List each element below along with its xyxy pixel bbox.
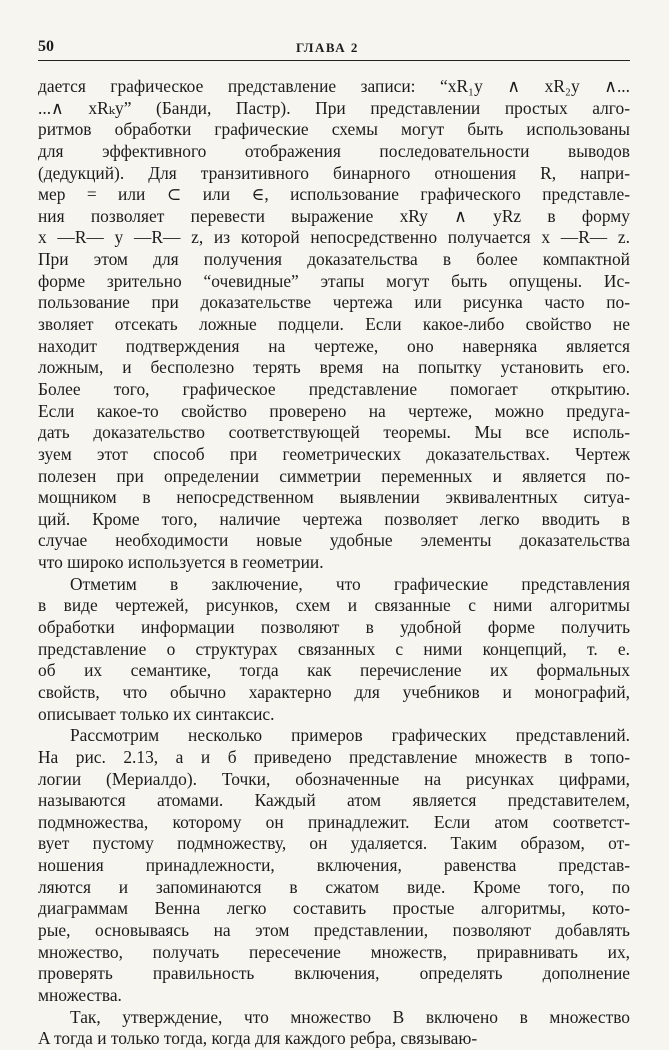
paragraph [38,1007,630,1050]
text-line: мощником в непосредственном выявлении эквивалентных ситуа- [38,487,630,508]
text-line: ...∧ xRₖy” (Банди, Пастр). При представлении простых алго- [38,97,630,118]
text-line: На рис. 2.13, а и б приведено представление множеств в топо- [38,746,630,767]
text-line: ношения принадлежности, включения, равенства представ- [38,855,630,876]
text-line: Отметим в заключение, что графические представления [70,573,630,594]
text-line: свойств, что обычно характерно для учебников и монографий, [38,681,630,702]
text-line: ляются и запоминаются в сжатом виде. Кроме того, по [38,876,630,897]
text-line: обработки информации позволяют в удобной форме получить [38,617,630,638]
text-line: (дедукций). Для транзитивного бинарного отношения R, напри- [38,162,630,183]
text-line: рые, основываясь на этом представлении, позволяют добавлять [38,919,630,940]
text-line: ций. Кроме того, наличие чертежа позволяет легко вводить в [38,508,630,529]
text-line: подмножества, которому он принадлежит. Если атом соответст- [38,811,630,832]
text-line: При этом для получения доказательства в более компактной [38,249,630,270]
text-line: называются атомами. Каждый атом является представителем, [38,790,630,811]
paragraph [38,725,630,1006]
text-line: множества. [38,984,122,1005]
text-line: форме зрительно “очевидные” этапы могут быть опущены. Ис- [38,270,630,291]
text-line: проверять правильность включения, определять дополнение [38,963,630,984]
text-line: описывает только их синтаксис. [38,703,275,724]
page-header [38,38,630,61]
text-line: в виде чертежей, рисунков, схем и связанные с ними алгоритмы [38,595,630,616]
text-line: дать доказательство соответствующей теоремы. Мы все исполь- [38,422,630,443]
text-line: пользование при доказательстве чертежа или рисунка часто по- [38,292,630,313]
text-line: x —R— y —R— z, из которой непосредственно получается x —R— z. [38,227,630,248]
text-line: ритмов обработки графические схемы могут быть использованы [38,119,630,140]
text-line: диаграммам Венна легко составить простые алгоритмы, кото- [38,898,630,919]
text-line: множество, получать пересечение множеств, приравнивать их, [38,941,630,962]
text-line: представление о структурах связанных с ними концепций, т. е. [38,638,630,659]
text-line: находит подтверждения на чертеже, оно наверняка является [38,335,630,356]
text-line: полезен при определении симметрии переменных и является по- [38,465,630,486]
text-line: мер = или ⊂ или ∈, использование графического представле- [38,184,630,205]
text-line: логии (Мериалдо). Точки, обозначенные на рисунках цифрами, [38,768,630,789]
text-line: об их семантике, тогда как перечисление их формальных [38,660,630,681]
text-line: Так, утверждение, что множество B включено в множество [70,1006,630,1027]
text-line: вует пустому подмножеству, он удаляется. Таким образом, от- [38,833,630,854]
text-line: зволяет отсекать ложные подцели. Если какое-либо свойство не [38,314,630,335]
text-line: Более того, графическое представление помогает открытию. [38,378,630,399]
text-line: что широко используется в геометрии. [38,552,324,573]
text-line: зуем этот способ при геометрических доказательствах. Чертеж [38,443,630,464]
text-line: дается графическое представление записи: “xR₁y ∧ xR₂y ∧... [38,76,630,96]
paragraph [38,76,630,574]
text-line: ния позволяет перевести выражение xRy ∧ yRz в форму [38,205,630,226]
body-text [38,76,630,1050]
text-line: ложным, и бесполезно терять время на попытку установить его. [38,357,630,378]
text-line: A тогда и только тогда, когда для каждого ребра, связываю- [38,1028,478,1049]
text-line: Если какое-то свойство проверено на чертеже, можно предуга- [38,400,630,421]
page-number: 50 [38,38,54,55]
text-line: Рассмотрим несколько примеров графических представлений. [70,725,630,746]
text-line: для эффективного отображения последовательности выводов [38,140,630,161]
chapter-title: ГЛАВА 2 [296,40,359,55]
text-line: случае необходимости новые удобные элементы доказательства [38,530,630,551]
paragraph [38,574,630,725]
